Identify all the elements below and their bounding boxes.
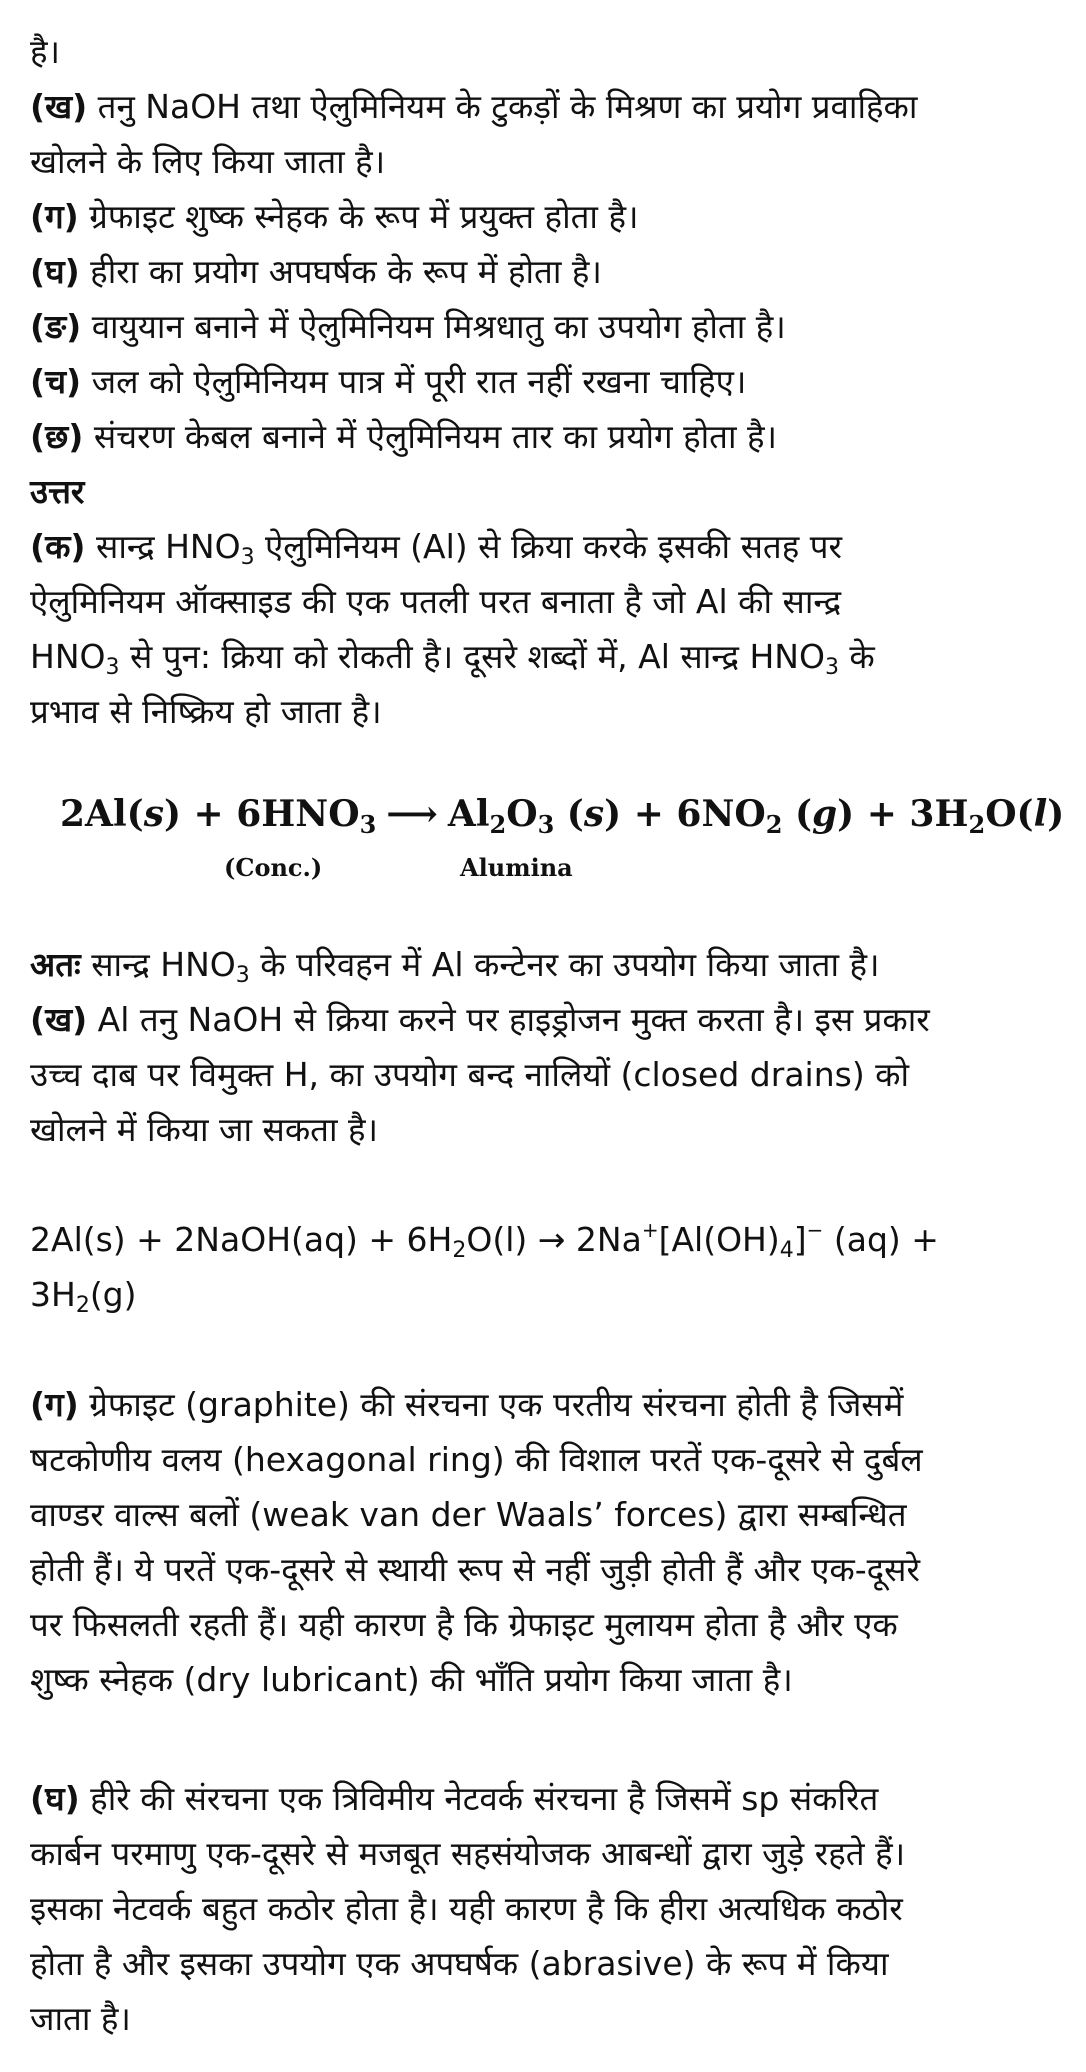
statement-cha: (च) जल को ऐलुमिनियम पात्र में पूरी रात नहीं रखना चाहिए।: [30, 362, 747, 401]
equation-main: $2Al(s) + 6HNO_3$ ⟶ $Al_2O_3$ $(s) + 6NO_2$ $(g) + 3H_2O(l)$: [60, 793, 1065, 839]
text-line: वाण्डर वाल्स बलों (weak van der Waals’ forces) द्वारा सम्बन्धित: [30, 1495, 907, 1534]
text-line: खोलने के लिए किया जाता है।: [30, 142, 386, 181]
text-line: होती हैं। ये परतें एक-दूसरे से स्थायी रूप से नहीं जुड़ी होती हैं और एक-दूसरे: [30, 1550, 920, 1589]
text-line: है।: [30, 32, 61, 71]
item-label: (घ): [30, 252, 80, 291]
item-label: (घ): [30, 1779, 80, 1818]
statement-gha: (घ) हीरा का प्रयोग अपघर्षक के रूप में होता है।: [30, 252, 602, 291]
text-line: जाता है।: [30, 1999, 131, 2038]
text-line: $HNO_3$ से पुन: क्रिया को रोकती है। दूसरे शब्दों में, Al सान्द्र $HNO_3$ के: [30, 637, 875, 680]
text-line: इसका नेटवर्क बहुत कठोर होता है। यही कारण है कि हीरा अत्यधिक कठोर: [30, 1889, 903, 1928]
reaction-equation-text-cont: $3H_2(g)$: [30, 1275, 137, 1318]
document-page: [0, 24, 1086, 2072]
answer-gha: (घ) हीरे की संरचना एक त्रिविमीय नेटवर्क संरचना है जिसमें sp संकरित: [30, 1779, 879, 1818]
answer-kha: (ख) Al तनु NaOH से क्रिया करने पर हाइड्रोजन मुक्त करता है। इस प्रकार: [30, 1000, 930, 1039]
answer-heading: उत्तर: [30, 472, 85, 511]
answer-atah: अतः सान्द्र $HNO_3$ के परिवहन में Al कन्टेनर का उपयोग किया जाता है।: [30, 945, 880, 988]
equation-note-conc: (Conc.): [224, 853, 323, 882]
answer-ga: (ग) ग्रेफाइट (graphite) की संरचना एक परतीय संरचना होती है जिसमें: [30, 1385, 904, 1424]
item-label: (ग): [30, 1385, 79, 1424]
reaction-equation-image: [30, 787, 1065, 897]
item-label: (ङ): [30, 307, 82, 346]
item-label: (छ): [30, 417, 84, 456]
statement-ga: (ग) ग्रेफाइट शुष्क स्नेहक के रूप में प्रयुक्त होता है।: [30, 197, 639, 236]
text-line: ऐलुमिनियम ऑक्साइड की एक पतली परत बनाता है जो Al की सान्द्र: [30, 582, 842, 621]
answer-ka: (क) सान्द्र $HNO_3$ ऐलुमिनियम (Al) से क्रिया करके इसकी सतह पर: [30, 527, 842, 570]
text-line: कार्बन परमाणु एक-दूसरे से मजबूत सहसंयोजक आबन्धों द्वारा जुड़े रहते हैं।: [30, 1834, 906, 1873]
item-label: (च): [30, 362, 82, 401]
reaction-equation-text: 2Al(s) + 2NaOH(aq) + $6H_2O(l) \to 2Na^+[Al(OH)_4]^-$ (aq) +: [30, 1218, 939, 1263]
text-line: होता है और इसका उपयोग एक अपघर्षक (abrasive) के रूप में किया: [30, 1944, 889, 1983]
statement-kha: (ख) तनु NaOH तथा ऐलुमिनियम के टुकड़ों के मिश्रण का प्रयोग प्रवाहिका: [30, 87, 918, 126]
reaction-arrow-icon: ⟶: [386, 793, 438, 835]
text-line: उच्च दाब पर विमुक्त H, का उपयोग बन्द नालियों (closed drains) को: [30, 1055, 910, 1094]
text-line: षटकोणीय वलय (hexagonal ring) की विशाल परतें एक-दूसरे से दुर्बल: [30, 1440, 923, 1479]
statement-nga: (ङ) वायुयान बनाने में ऐलुमिनियम मिश्रधातु का उपयोग होता है।: [30, 307, 786, 346]
text-line: खोलने में किया जा सकता है।: [30, 1110, 379, 1149]
equation-note-alumina: Alumina: [460, 853, 573, 882]
text-line: पर फिसलती रहती हैं। यही कारण है कि ग्रेफाइट मुलायम होता है और एक: [30, 1605, 898, 1644]
text-line: शुष्क स्नेहक (dry lubricant) की भाँति प्रयोग किया जाता है।: [30, 1660, 793, 1699]
item-label: (ग): [30, 197, 79, 236]
statement-chha: (छ) संचरण केबल बनाने में ऐलुमिनियम तार का प्रयोग होता है।: [30, 417, 778, 456]
item-label: (ख): [30, 87, 88, 126]
item-label: (क): [30, 527, 86, 566]
item-label: (ख): [30, 1000, 88, 1039]
item-label: अतः: [30, 945, 81, 984]
text-line: प्रभाव से निष्क्रिय हो जाता है।: [30, 692, 382, 731]
